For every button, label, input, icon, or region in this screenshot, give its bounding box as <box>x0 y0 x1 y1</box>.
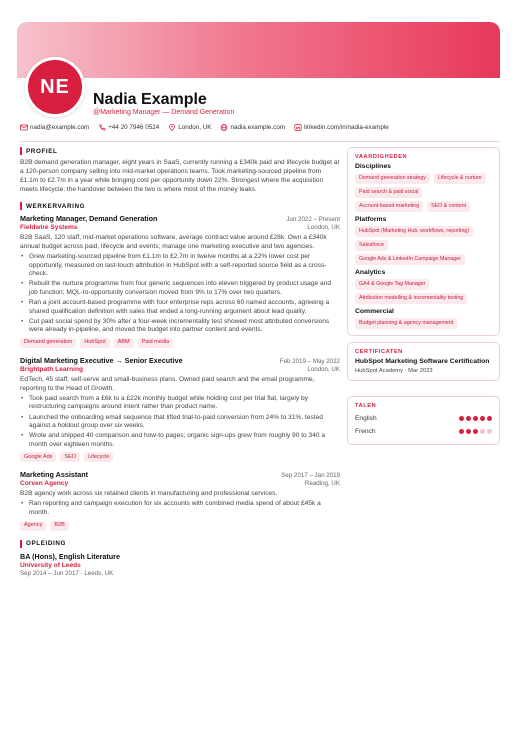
contact-location <box>168 124 211 131</box>
profile-heading <box>20 146 340 156</box>
language-level <box>459 416 492 421</box>
skill-tag: Attribution modelling & incrementality testing <box>355 293 467 304</box>
contact-email-text: nadia@example.com <box>30 124 90 131</box>
job-tags <box>20 452 340 462</box>
skill-tag: Demand generation strategy <box>355 173 430 184</box>
job-date: Sep 2017 – Jan 2019 <box>281 472 340 480</box>
job-item <box>20 356 340 463</box>
header-divider <box>20 141 500 142</box>
avatar-initials: NE <box>40 75 70 98</box>
job-bullet: • Launched the onboarding email sequence that lifted trial-to-paid conversion from 24% to 31%, tested against a holdout group over six weeks. <box>20 414 340 431</box>
job-tags <box>20 338 340 348</box>
job-tag: HubSpot <box>80 338 109 348</box>
job-item <box>20 214 340 348</box>
skill-tag: HubSpot (Marketing Hub, workflows, reporting) <box>355 226 473 237</box>
mail-icon <box>20 124 28 131</box>
job-summary: B2B SaaS, 120 staff, mid-market operations software, average contract value around £28k. Own a £340k annual budget across paid, lifecycle and events; manage one marketing executive and two agencies. <box>20 234 327 250</box>
contact-bar <box>20 124 389 131</box>
skill-group-tags <box>355 173 492 212</box>
section-marker <box>20 147 22 155</box>
job-location: London, UK <box>307 365 340 373</box>
job-location: London, UK <box>307 224 340 231</box>
job-tags <box>20 521 340 531</box>
job-bullets <box>20 395 340 450</box>
languages-panel <box>347 396 500 445</box>
education-degree: BA (Hons), English Literature <box>20 551 120 561</box>
candidate-subtitle: @Marketing Manager — Demand Generation <box>93 109 235 116</box>
job-bullet: • Grew marketing-sourced pipeline from £1.1m to £2.7m in twelve months at a 22% lower cost per opportunity, measured on last-touch attribution in HubSpot with a self-reported source field as a cross-check. <box>20 253 340 279</box>
skill-group-tags <box>355 318 492 329</box>
education-heading <box>20 539 340 549</box>
header-banner <box>17 22 500 78</box>
job-date: Jun 2022 – Present <box>286 216 340 223</box>
job-tag: ABM <box>114 338 134 348</box>
contact-location-text: London, UK <box>178 124 212 131</box>
globe-icon <box>220 124 228 131</box>
education-heading-text: OPLEIDING <box>26 540 67 548</box>
level-dot <box>459 429 464 434</box>
job-location: Reading, UK <box>304 480 340 488</box>
skill-tag: GA4 & Google Tag Manager <box>355 279 429 290</box>
job-tag: Lifecycle <box>84 452 113 462</box>
section-marker <box>20 540 22 548</box>
job-tag: Demand generation <box>20 338 76 348</box>
contact-email[interactable] <box>20 124 89 131</box>
contact-linkedin-text: linkedin.com/in/nadia-example <box>304 124 389 131</box>
job-item <box>20 470 340 530</box>
skill-tag: Budget planning & agency management <box>355 318 457 329</box>
job-title: Digital Marketing Executive → Senior Executive <box>20 355 183 365</box>
education-section <box>20 539 340 577</box>
skills-panel <box>347 147 500 336</box>
contact-linkedin[interactable] <box>294 124 389 131</box>
job-tag: B2B <box>50 521 68 531</box>
level-dot <box>487 429 492 434</box>
job-summary: B2B agency work across six retained clients in manufacturing and professional services. <box>20 490 278 498</box>
job-tag: Google Ads <box>20 452 56 462</box>
job-bullet: • Cut paid social spend by 30% after a four-week incrementality test showed most attributed conversions were already in-pipeline, and moved the budget into partner content and events. <box>20 318 340 335</box>
skill-tag: Google Ads & LinkedIn Campaign Manager <box>355 254 465 265</box>
certificate-issuer: HubSpot Academy · Mar 2023 <box>355 367 433 374</box>
job-company: Fieldwire Systems <box>20 224 78 231</box>
level-dot <box>466 429 471 434</box>
skill-group-title: Platforms <box>355 216 387 223</box>
linkedin-icon <box>294 124 302 131</box>
job-bullet: • Took paid search from a £6k to a £22k monthly budget while holding cost per trial flat, largely by restructuring campaigns around intent rather than product name. <box>20 395 340 412</box>
job-tag: Paid media <box>138 338 174 348</box>
experience-section <box>20 201 340 531</box>
job-tag: Agency <box>20 521 46 531</box>
section-marker <box>20 202 22 210</box>
job-title: Marketing Assistant <box>20 470 89 480</box>
job-bullet: • Ran reporting and campaign execution for six accounts with combined media spend of about £45k a month. <box>20 500 340 517</box>
skill-tag: Paid search & paid social <box>355 187 422 198</box>
contact-website-text: nadia.example.com <box>230 124 286 131</box>
skill-tag: SEO & content <box>427 201 470 212</box>
level-dot <box>480 429 485 434</box>
level-dot <box>459 416 464 421</box>
job-title: Marketing Manager, Demand Generation <box>20 214 158 223</box>
skill-tag: Salesforce <box>355 240 388 251</box>
profile-heading-text: PROFIEL <box>26 147 58 155</box>
phone-icon <box>98 124 106 131</box>
skill-group-title: Commercial <box>355 308 394 315</box>
experience-heading-text: WERKERVARING <box>26 202 86 210</box>
level-dot <box>466 416 471 421</box>
job-bullet: • Ran a joint account-based programme with four enterprise reps across 60 named accounts, agreeing a shared qualification definition with sales that ended a long-running argument about lead quality. <box>20 299 340 316</box>
job-bullets <box>20 500 340 517</box>
skill-group-title: Disciplines <box>355 163 391 170</box>
job-company: Brightpath Learning <box>20 365 84 373</box>
language-row <box>355 425 492 438</box>
profile-text: B2B demand generation manager, eight years in SaaS, currently running a £340k paid and lifecycle budget at a 120-person company selling into mid-market operations teams. Took marketing-sourced pipeline from £1.1m to £2.7m in a year while bringing cost per opportunity down 22%. Strongest where the acquisition meets lifecycle: the handover between the two is where most of the money leaks. <box>20 159 340 193</box>
skill-group-title: Analytics <box>355 269 386 276</box>
language-row <box>355 412 492 425</box>
level-dot <box>487 416 492 421</box>
contact-phone-text: +44 20 7946 0524 <box>108 124 160 131</box>
experience-heading <box>20 201 340 211</box>
location-icon <box>168 124 176 131</box>
education-school: University of Leeds <box>20 561 81 569</box>
education-meta: Sep 2014 – Jun 2017 · Leeds, UK <box>20 569 114 577</box>
skill-tag: Lifecycle & nurture <box>434 173 486 184</box>
profile-section <box>20 146 340 194</box>
language-level <box>459 429 492 434</box>
level-dot <box>473 416 478 421</box>
skill-group-tags <box>355 226 492 265</box>
job-date: Feb 2019 – May 2022 <box>279 357 340 365</box>
candidate-name: Nadia Example <box>93 91 207 108</box>
job-tag: SEO <box>60 452 80 462</box>
skill-group-tags <box>355 279 492 304</box>
avatar <box>25 57 85 117</box>
job-bullets <box>20 253 340 335</box>
language-name: English <box>355 415 377 422</box>
contact-phone[interactable] <box>98 124 159 131</box>
main-column <box>20 146 340 577</box>
languages-heading: TALEN <box>355 403 377 409</box>
skill-tag: Account-based marketing <box>355 201 423 212</box>
job-company: Corven Agency <box>20 480 69 488</box>
job-bullet: • Wrote and shipped 40 comparison and how-to pages; organic sign-ups grew from roughly 90 to 340 a month over eighteen months. <box>20 432 340 449</box>
certificates-heading: CERTIFICATEN <box>355 349 403 355</box>
contact-website[interactable] <box>220 124 285 131</box>
certificates-panel <box>347 342 500 381</box>
language-name: French <box>355 428 376 435</box>
certificate-title: HubSpot Marketing Software Certification <box>355 358 490 365</box>
level-dot <box>473 429 478 434</box>
job-bullet: • Rebuilt the nurture programme from four generic sequences into eleven triggered by product usage and job function; MQL-to-opportunity conversion moved from 9% to 17% over two quarters. <box>20 280 340 297</box>
skills-heading: VAARDIGHEDEN <box>355 154 408 160</box>
level-dot <box>480 416 485 421</box>
job-summary: EdTech, 45 staff, self-serve and small-business plans. Owned paid search and the email programme, reporting to the Head of Growth. <box>20 375 315 392</box>
